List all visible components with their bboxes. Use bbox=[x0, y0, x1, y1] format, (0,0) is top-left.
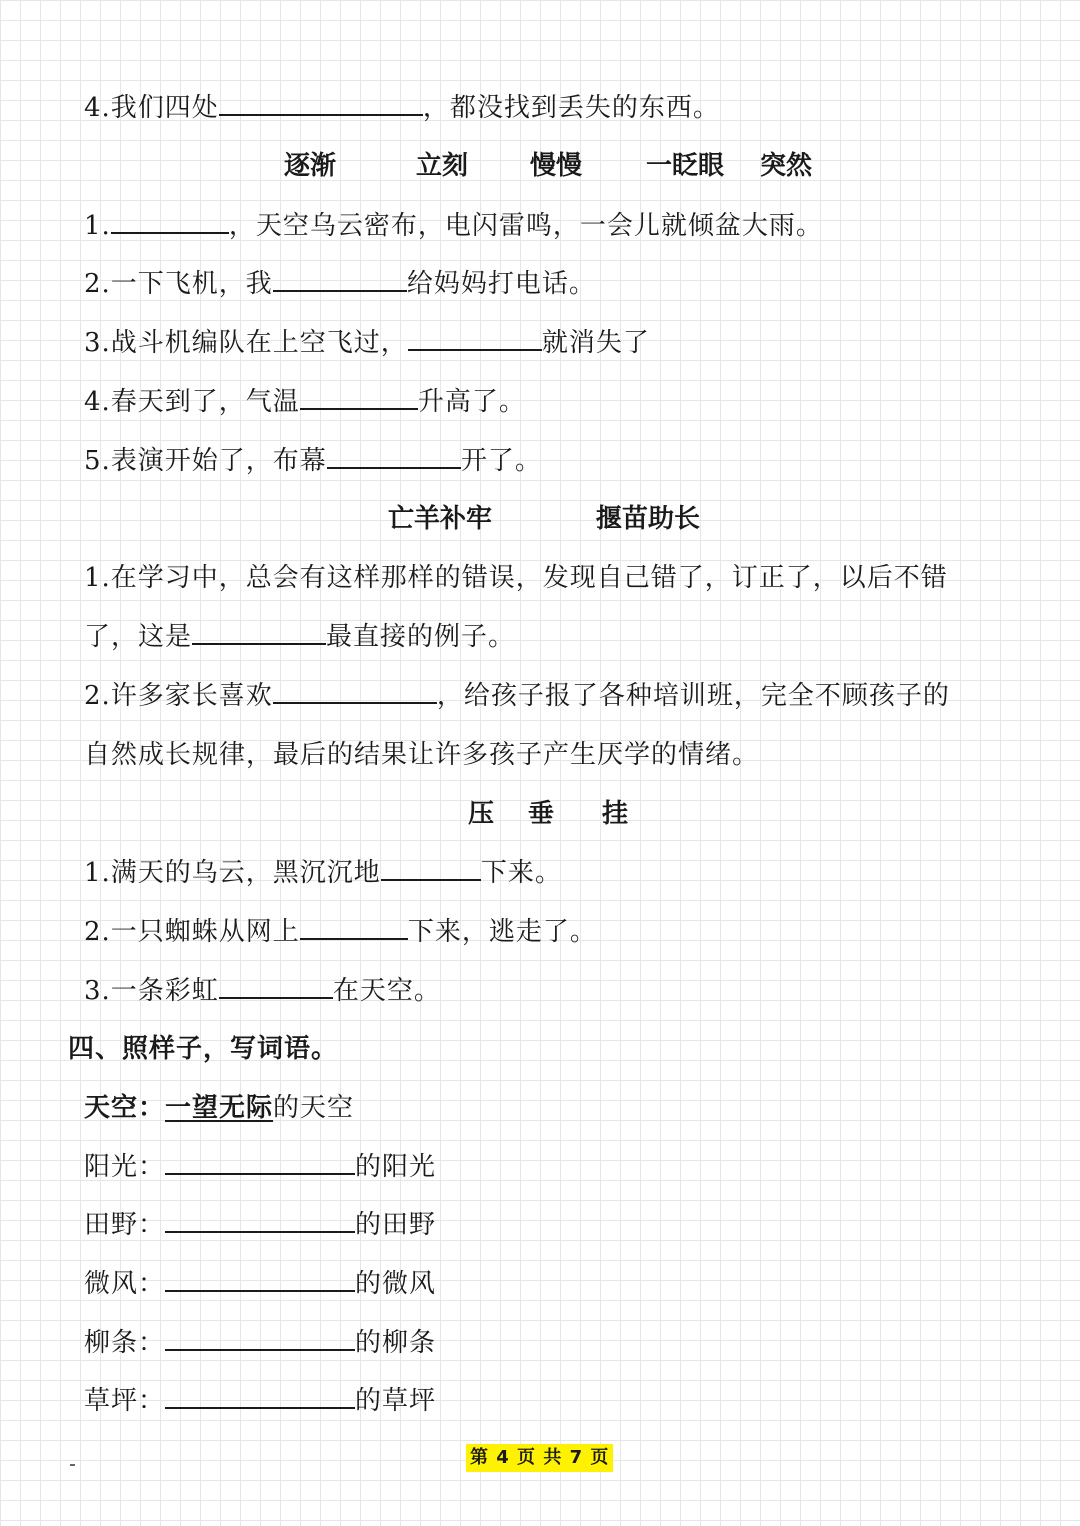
word-bank-item: 挂 bbox=[602, 799, 629, 829]
word-bank-item: 压 bbox=[468, 799, 495, 829]
question-text: 了，这是 bbox=[84, 622, 193, 652]
question-line bbox=[84, 206, 823, 246]
word-bank bbox=[0, 794, 1080, 834]
question-line bbox=[84, 323, 650, 363]
question-text: 1. bbox=[84, 211, 111, 241]
fill-suffix: 的田野 bbox=[355, 1210, 437, 1240]
question-line bbox=[84, 382, 526, 422]
word-bank-item: 揠苗助长 bbox=[596, 504, 701, 534]
answer-blank[interactable] bbox=[165, 1327, 355, 1351]
answer-blank[interactable] bbox=[165, 1268, 355, 1292]
word-bank-item: 逐渐 bbox=[284, 151, 337, 181]
answer-blank[interactable] bbox=[219, 975, 333, 999]
fill-suffix: 的柳条 bbox=[355, 1328, 437, 1358]
question-text: 最直接的例子。 bbox=[326, 622, 516, 652]
question-line bbox=[84, 558, 948, 598]
answer-blank[interactable] bbox=[165, 1385, 355, 1409]
question-text: 4.我们四处 bbox=[84, 93, 219, 123]
answer-blank[interactable] bbox=[381, 857, 481, 881]
question-text: ，天空乌云密布，电闪雷鸣，一会儿就倾盆大雨。 bbox=[228, 211, 823, 241]
example-label: 天空： bbox=[84, 1093, 166, 1123]
fill-suffix: 的草坪 bbox=[355, 1386, 437, 1416]
answer-blank[interactable] bbox=[300, 916, 408, 940]
question-text: 自然成长规律，最后的结果让许多孩子产生厌学的情绪。 bbox=[84, 740, 760, 770]
question-line bbox=[84, 441, 542, 481]
fill-label: 微风： bbox=[84, 1269, 166, 1299]
example-suffix: 的天空 bbox=[273, 1093, 355, 1123]
word-bank-item: 一眨眼 bbox=[646, 151, 725, 181]
example-word: 一望无际 bbox=[165, 1093, 274, 1123]
answer-blank[interactable] bbox=[165, 1151, 355, 1175]
answer-blank[interactable] bbox=[273, 680, 437, 704]
question-line bbox=[84, 88, 720, 128]
question-text: 给妈妈打电话。 bbox=[406, 269, 596, 299]
question-line bbox=[84, 735, 759, 775]
answer-blank[interactable] bbox=[165, 1209, 355, 1233]
answer-blank[interactable] bbox=[219, 92, 423, 116]
example-line bbox=[84, 1088, 354, 1128]
fill-suffix: 的微风 bbox=[355, 1269, 437, 1299]
answer-blank[interactable] bbox=[192, 621, 326, 645]
word-bank-item: 立刻 bbox=[416, 151, 469, 181]
question-text: 4.春天到了，气温 bbox=[84, 387, 300, 417]
page-number: 第 4 页 共 7 页 bbox=[466, 1444, 613, 1472]
question-text: 3.战斗机编队在上空飞过， bbox=[84, 328, 408, 358]
fill-suffix: 的阳光 bbox=[355, 1152, 437, 1182]
question-text: 就消失了 bbox=[541, 328, 650, 358]
question-text: 1.满天的乌云，黑沉沉地 bbox=[84, 858, 381, 888]
fill-line bbox=[84, 1147, 436, 1187]
question-line bbox=[84, 617, 515, 657]
answer-blank[interactable] bbox=[300, 386, 418, 410]
fill-line bbox=[84, 1381, 436, 1421]
question-text: 2.一只蜘蛛从网上 bbox=[84, 917, 300, 947]
question-line bbox=[84, 676, 950, 716]
question-line bbox=[84, 264, 596, 304]
word-bank-item: 慢慢 bbox=[530, 151, 583, 181]
question-text: 2.许多家长喜欢 bbox=[84, 681, 273, 711]
question-text: 在天空。 bbox=[332, 976, 441, 1006]
question-text: 开了。 bbox=[460, 446, 542, 476]
fill-line bbox=[84, 1264, 436, 1304]
page-mark bbox=[70, 1464, 75, 1466]
question-text: 3.一条彩虹 bbox=[84, 976, 219, 1006]
word-bank-item: 垂 bbox=[528, 799, 555, 829]
question-text: 下来，逃走了。 bbox=[407, 917, 597, 947]
fill-line bbox=[84, 1323, 436, 1363]
question-text: ，都没找到丢失的东西。 bbox=[422, 93, 720, 123]
section-heading: 四、照样子，写词语。 bbox=[68, 1034, 339, 1064]
word-bank bbox=[0, 146, 1080, 186]
word-bank-item: 突然 bbox=[760, 151, 813, 181]
fill-label: 柳条： bbox=[84, 1328, 166, 1358]
question-text: 升高了。 bbox=[417, 387, 526, 417]
question-text: 下来。 bbox=[480, 858, 562, 888]
answer-blank[interactable] bbox=[327, 445, 461, 469]
question-line bbox=[84, 912, 597, 952]
word-bank-item: 亡羊补牢 bbox=[388, 504, 493, 534]
question-line bbox=[84, 853, 562, 893]
question-text: ，给孩子报了各种培训班，完全不顾孩子的 bbox=[436, 681, 950, 711]
question-text: 1.在学习中，总会有这样那样的错误，发现自己错了，订正了，以后不错 bbox=[84, 563, 948, 593]
fill-label: 田野： bbox=[84, 1210, 166, 1240]
answer-blank[interactable] bbox=[273, 268, 407, 292]
question-line bbox=[84, 971, 441, 1011]
question-text: 5.表演开始了，布幕 bbox=[84, 446, 327, 476]
question-text: 2.一下飞机，我 bbox=[84, 269, 273, 299]
fill-line bbox=[84, 1205, 436, 1245]
fill-label: 草坪： bbox=[84, 1386, 166, 1416]
answer-blank[interactable] bbox=[111, 210, 229, 234]
word-bank bbox=[0, 499, 1080, 539]
fill-label: 阳光： bbox=[84, 1152, 166, 1182]
answer-blank[interactable] bbox=[408, 327, 542, 351]
